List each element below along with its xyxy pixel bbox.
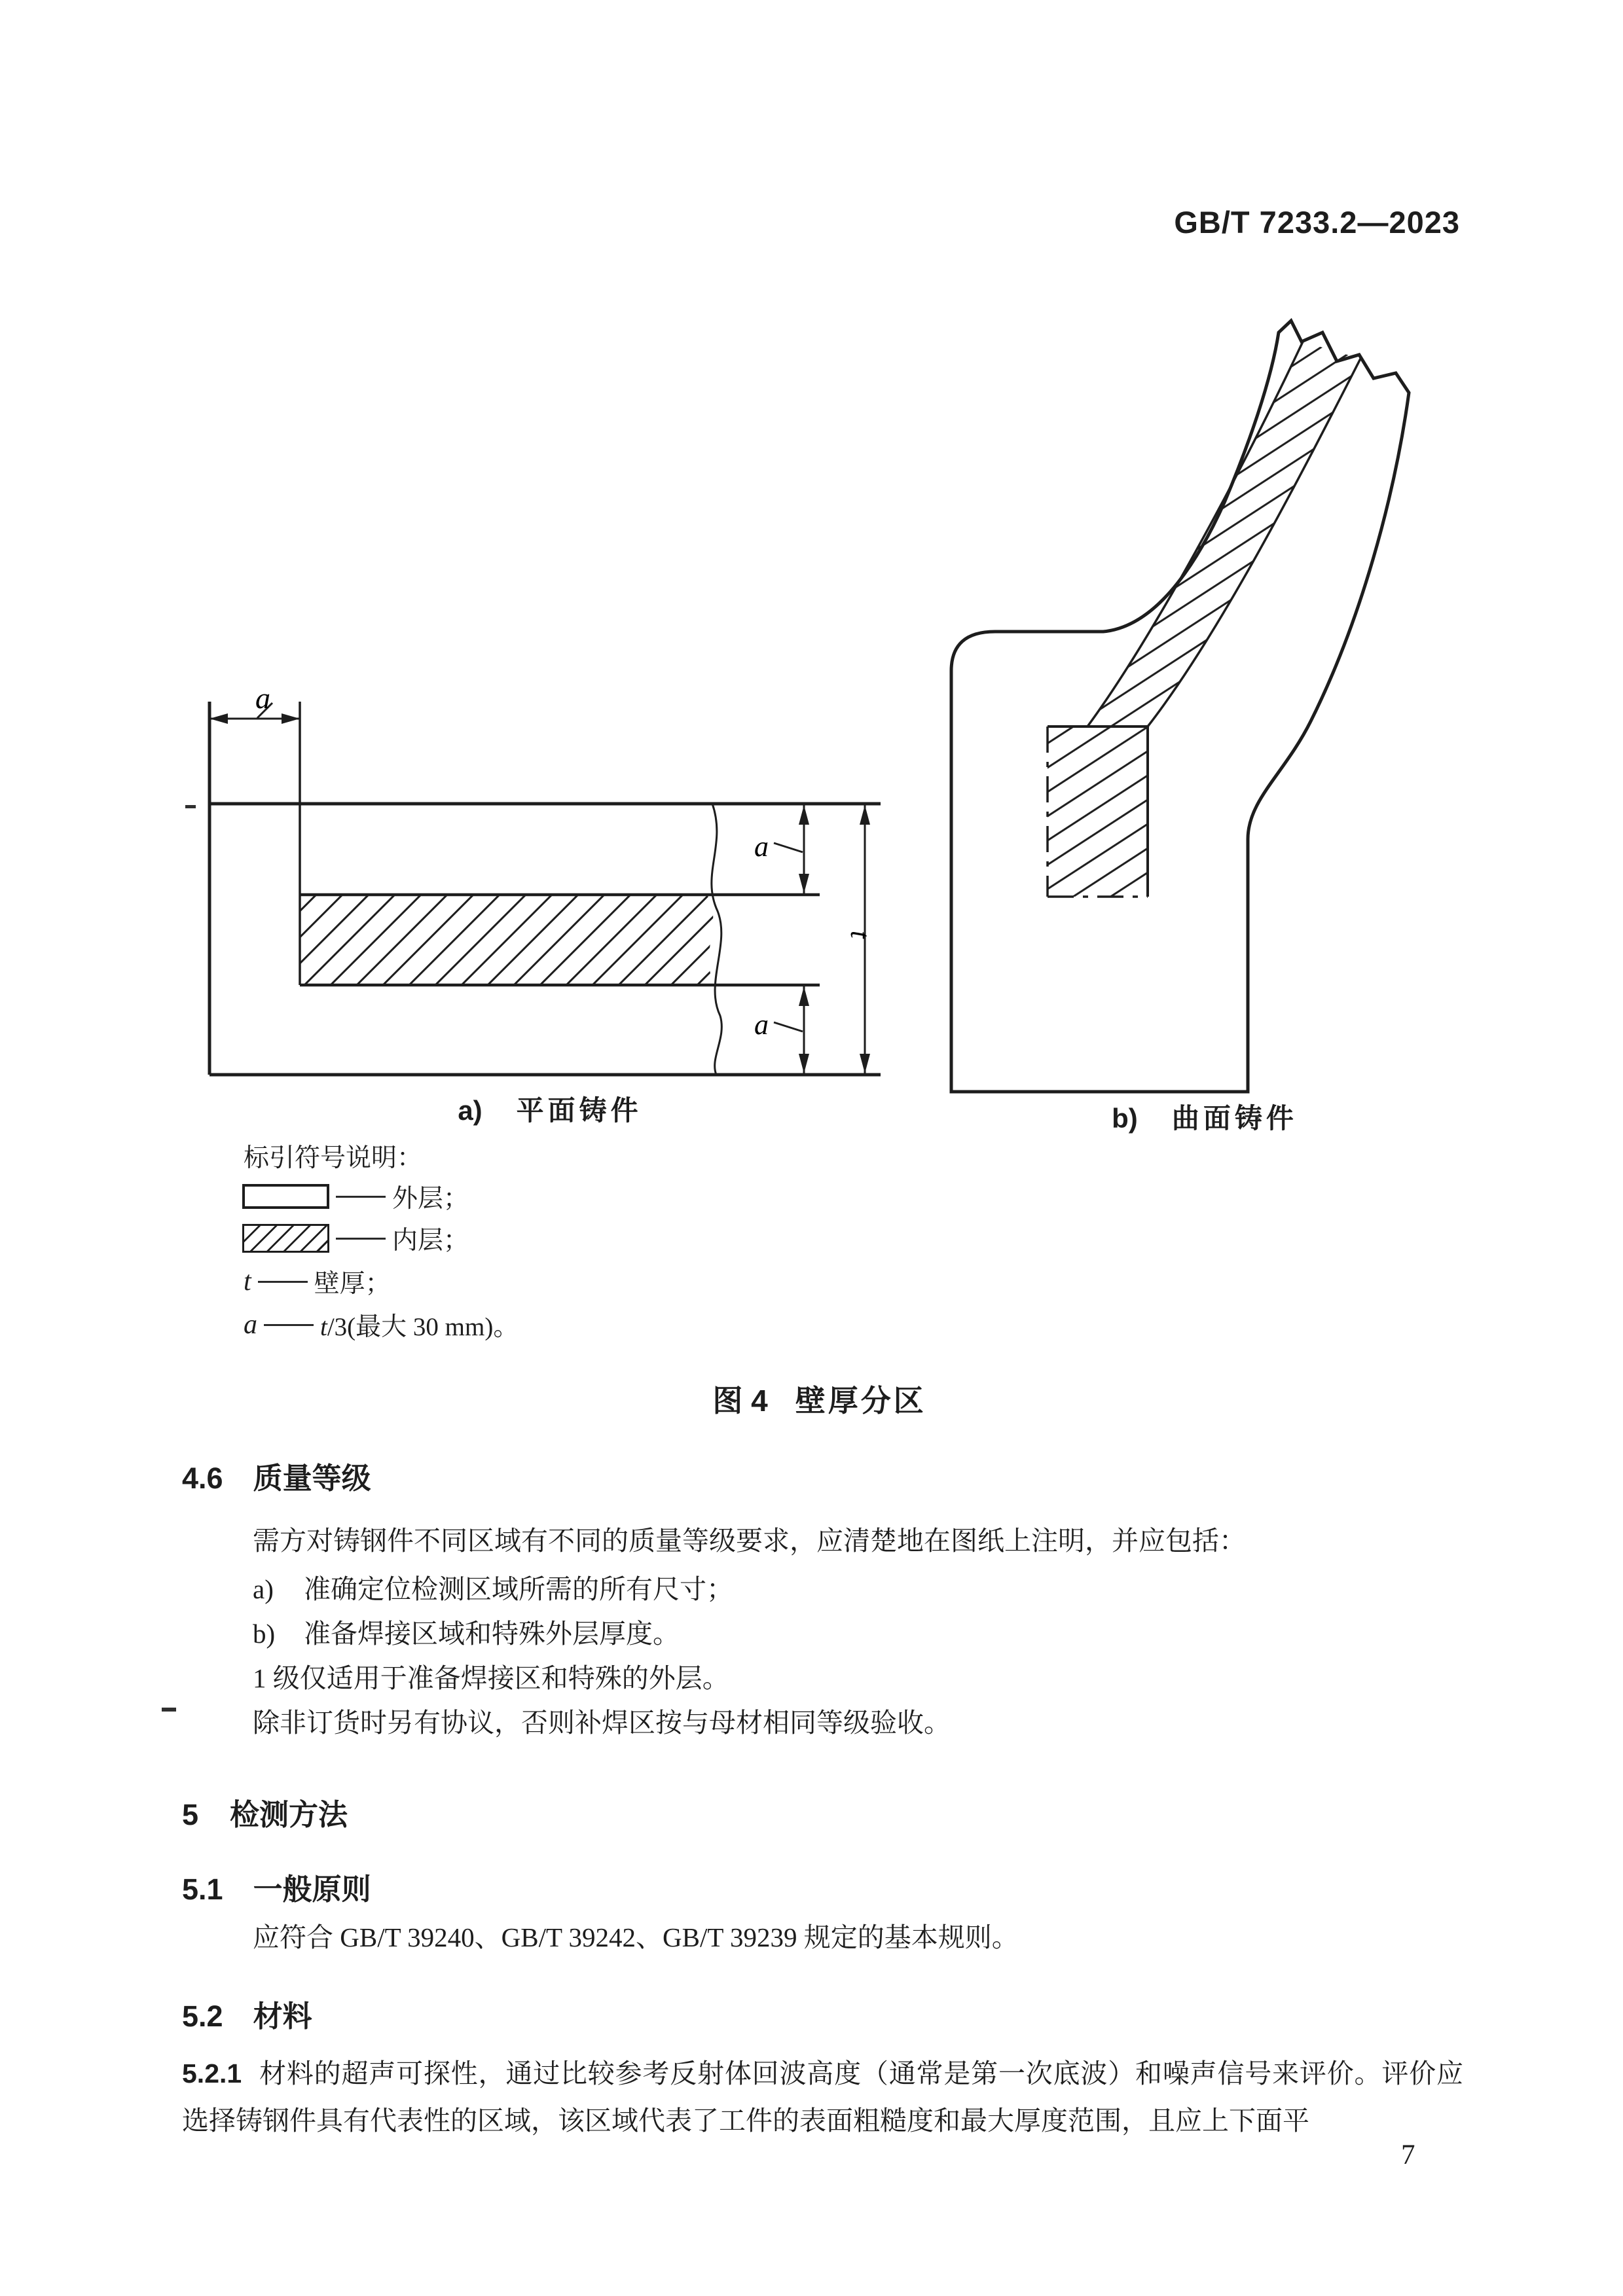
figure-number: 图 4 xyxy=(712,1384,768,1418)
margin-mark xyxy=(185,805,196,808)
dimension-a-lower-right xyxy=(754,986,809,1073)
caption-figure-a xyxy=(367,1089,733,1128)
inner-layer-hatch xyxy=(300,895,715,985)
legend-dash-line xyxy=(336,1238,386,1240)
figure-a-drawing xyxy=(170,674,910,1119)
heading-5-1-title: 一般原则 xyxy=(253,1873,371,1906)
margin-mark xyxy=(162,1708,176,1712)
inner-band-hatch xyxy=(1087,342,1360,726)
legend-a-value: /3(最大 30 mm)。 xyxy=(327,1313,519,1341)
legend-dash-line xyxy=(264,1324,314,1326)
legend-dash-line xyxy=(258,1281,308,1283)
legend-row-outer xyxy=(242,1178,469,1215)
paragraph-level1: 1 级仅适用于准备焊接区和特殊的外层。 xyxy=(253,1663,729,1693)
paragraph-5-2-1 xyxy=(182,2050,1463,2144)
heading-4-6-title: 质量等级 xyxy=(253,1462,371,1495)
heading-5-number: 5 xyxy=(182,1798,199,1831)
heading-5-1-number: 5.1 xyxy=(182,1873,223,1906)
legend-t-label: 壁厚； xyxy=(314,1270,391,1298)
heading-5-title: 检测方法 xyxy=(230,1798,348,1831)
heading-5 xyxy=(182,1791,348,1833)
legend-row-inner xyxy=(242,1220,469,1257)
dim-a-label-lower: a xyxy=(754,1009,769,1041)
dim-a-label-upper: a xyxy=(754,831,769,863)
caption-figure-b xyxy=(1021,1097,1388,1136)
list-item-b-label: b) xyxy=(253,1619,276,1649)
heading-5-1 xyxy=(182,1865,371,1908)
list-item-a xyxy=(253,1568,733,1610)
paragraph-general-rules: 应符合 GB/T 39240、GB/T 39242、GB/T 39239 规定的基本规则。 xyxy=(253,1922,1019,1952)
legend-t-symbol: t xyxy=(244,1266,251,1297)
heading-4-6-number: 4.6 xyxy=(182,1462,223,1495)
paragraph-quality-intro: 需方对铸钢件不同区域有不同的质量等级要求，应清楚地在图纸上注明，并应包括： xyxy=(253,1526,1246,1556)
heading-5-2-number: 5.2 xyxy=(182,2000,223,2033)
outer-layer-outline-curved xyxy=(951,321,1409,1092)
outer-layer-swatch xyxy=(242,1184,329,1209)
legend-dash-line xyxy=(336,1196,386,1198)
legend-a-value-t: t xyxy=(320,1313,327,1341)
figure-b-drawing xyxy=(936,281,1512,1152)
legend-intro: 标引符号说明： xyxy=(244,1144,423,1172)
list-item-b-text: 准备焊接区域和特殊外层厚度。 xyxy=(304,1619,680,1649)
list-item-a-label: a) xyxy=(253,1574,274,1604)
inner-rect-hatch xyxy=(1048,726,1148,897)
figure-title xyxy=(179,1377,1460,1420)
dimension-a-upper-right xyxy=(754,805,809,893)
dim-a-label-top: a xyxy=(255,681,270,715)
list-item-a-text: 准确定位检测区域所需的所有尺寸； xyxy=(304,1574,733,1604)
legend-outer-label: 外层； xyxy=(392,1185,469,1213)
paragraph-5-2-1-number: 5.2.1 xyxy=(182,2058,242,2089)
caption-b-label: b) xyxy=(1112,1103,1138,1134)
paragraph-repair-weld: 除非订货时另有协议，否则补焊区按与母材相同等级验收。 xyxy=(253,1708,951,1738)
list-item-b xyxy=(253,1613,680,1655)
caption-a-label: a) xyxy=(458,1095,483,1126)
legend-a-symbol: a xyxy=(244,1310,257,1340)
heading-5-2-title: 材料 xyxy=(253,2000,312,2033)
page-number: 7 xyxy=(1401,2140,1415,2170)
legend-row-t xyxy=(244,1265,391,1299)
dim-t-label: t xyxy=(845,931,875,939)
inner-layer-swatch xyxy=(242,1224,329,1253)
legend-row-a xyxy=(244,1308,519,1342)
figure-title-text: 壁厚分区 xyxy=(795,1384,926,1418)
break-line xyxy=(712,804,721,1075)
dimension-a-top xyxy=(210,681,300,724)
paragraph-5-2-1-text: 材料的超声可探性，通过比较参考反射体回波高度（通常是第一次底波）和噪声信号来评价。评价应选择铸钢件具有代表性的区域，该区域代表了工件的表面粗糙度和最大厚度范围，且应上下面平 xyxy=(182,2058,1463,2136)
heading-4-6 xyxy=(182,1454,371,1497)
caption-a-text: 平面铸件 xyxy=(516,1095,642,1126)
heading-5-2 xyxy=(182,1992,312,2035)
caption-b-text: 曲面铸件 xyxy=(1171,1103,1298,1134)
dimension-t xyxy=(845,805,875,1073)
doc-number: GB/T 7233.2—2023 xyxy=(1174,205,1460,240)
legend-inner-label: 内层； xyxy=(392,1227,469,1255)
outer-layer-outline xyxy=(210,702,881,1075)
